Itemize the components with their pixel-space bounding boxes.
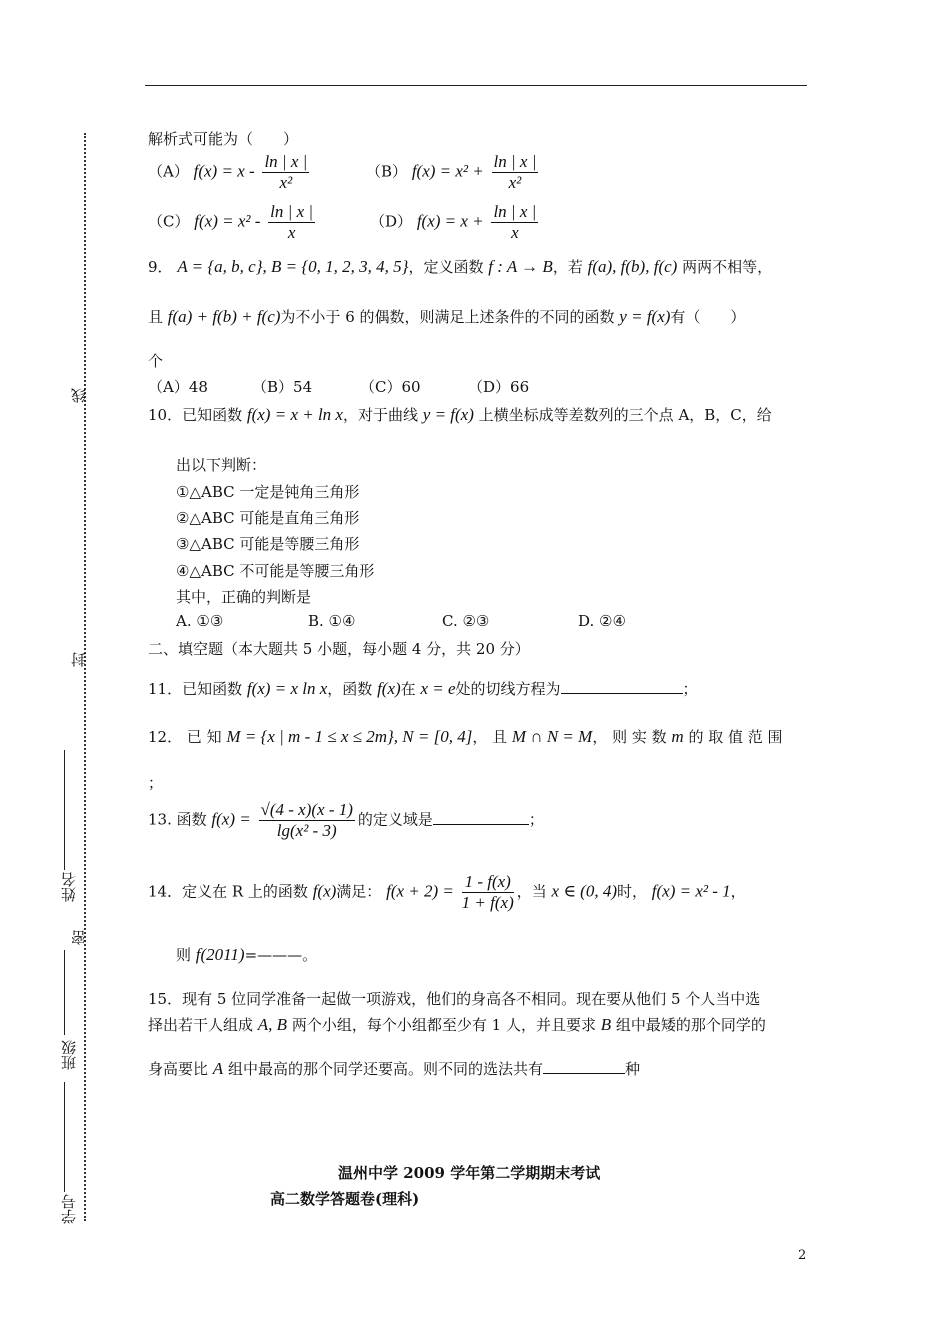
q8-option-b (366, 152, 541, 193)
q11-text: 11．已知函数 (148, 680, 243, 698)
q14-condition: x ∈ (0, 4) (551, 881, 617, 901)
q12-text: 12． 已 知 (148, 728, 222, 746)
q10-line2: 出以下判断： (176, 456, 267, 474)
q9-sum: f(a) + f(b) + f(c) (167, 307, 281, 326)
q9-option-c: （C）60 (360, 378, 421, 396)
q15-text: 组中最高的那个同学还要高。则不同的选法共有 (227, 1060, 543, 1078)
margin-id-blank (64, 1082, 65, 1192)
q11-f: f(x) (377, 679, 401, 698)
q11-answer-blank[interactable] (561, 679, 683, 694)
q11-point: x = e (420, 679, 456, 698)
q13-lhs: f(x) = (211, 809, 251, 829)
q15-answer-blank[interactable] (543, 1059, 625, 1074)
q14-text: ， (730, 882, 746, 901)
q10-text: ，对于曲线 (342, 406, 418, 424)
q11-text: ，函数 (327, 680, 373, 698)
header-rule (145, 85, 807, 86)
frac-num: ln | x | (493, 152, 537, 171)
q15-groups: A, B (257, 1015, 288, 1034)
q9-text: 两两不相等， (682, 258, 773, 276)
q14-lhs: f(x + 2) = (386, 881, 454, 901)
frac-num: ln | x | (493, 202, 537, 221)
margin-xian: 线 (70, 388, 88, 403)
q10-statement-1: ①△ABC 一定是钝角三角形 (176, 483, 360, 501)
q14-f: f(x) (312, 881, 337, 901)
answer-sheet-subtitle: 高二数学答题卷(理科) (270, 1190, 420, 1208)
q9-map: f : A → B (488, 257, 553, 276)
q8-option-a (148, 152, 312, 193)
frac-den: lg(x² - 3) (276, 821, 337, 840)
q9-option-b: （B）54 (252, 378, 313, 396)
q12-sets: M = {x | m - 1 ≤ x ≤ 2m}, N = [0, 4] (226, 727, 473, 746)
frac-den: 1 + f(x) (461, 893, 514, 912)
q14-text: 满足： (336, 882, 382, 901)
q9-option-a: （A）48 (148, 378, 208, 396)
q12-text: ， 则 实 数 (592, 728, 667, 746)
option-fraction (262, 152, 309, 193)
q8-continuation: 解析式可能为（ ） (148, 130, 299, 148)
q15-line2 (148, 1014, 766, 1035)
q11-text: 在 (400, 680, 416, 698)
frac-den: x² (279, 173, 293, 192)
margin-mi: 密 (70, 930, 88, 945)
q12-relation: M ∩ N = M (511, 727, 593, 746)
q12 (148, 726, 783, 747)
frac-num: 1 - f(x) (462, 872, 514, 893)
frac-num: √(4 - x)(x - 1) (260, 800, 353, 819)
q14-fraction (462, 872, 514, 913)
margin-ban-ji: 班级 (60, 1040, 78, 1070)
q15-a: A (212, 1059, 224, 1078)
option-lhs: f(x) = x - (193, 161, 255, 181)
margin-xue-hao: 学号 (60, 1194, 78, 1224)
q15-line1: 15．现有 5 位同学准备一起做一项游戏，他们的身高各不相同。现在要从他们 5 个人当中选 (148, 990, 761, 1008)
q12-m: m (671, 727, 684, 746)
q10-statement-2: ②△ABC 可能是直角三角形 (176, 509, 360, 527)
q13-fraction (259, 800, 355, 841)
frac-num: ln | x | (270, 202, 314, 221)
q14-line1 (148, 872, 746, 913)
frac-den: x (511, 223, 519, 242)
q9-text: 有（ ） (670, 308, 746, 326)
q10-text: 上横坐标成等差数列的三个点 A，B，C，给 (478, 406, 772, 424)
option-fraction (268, 202, 315, 243)
answer-sheet-title: 温州中学 2009 学年第二学期期末考试 (338, 1164, 601, 1182)
q10-option-a: A. ①③ (176, 612, 224, 630)
section-heading: 二、填空题（本大题共 5 小题，每小题 4 分，共 20 分） (148, 640, 530, 658)
q14-answer: =———。 (244, 946, 318, 964)
q12-text: ， 且 (472, 728, 508, 746)
q9-option-d: （D）66 (468, 378, 530, 396)
q13-text: 的定义域是 (357, 810, 433, 829)
margin-feng: 封 (70, 652, 88, 667)
frac-num: ln | x | (264, 152, 308, 171)
option-label: （A） (148, 162, 189, 181)
binding-dotted-line (84, 133, 86, 1221)
q9-function: y = f(x) (619, 307, 671, 326)
option-fraction (491, 202, 538, 243)
q12-end: ； (148, 774, 164, 792)
option-fraction (492, 152, 539, 193)
q15-text: 种 (624, 1060, 640, 1078)
q14-text: 时， (616, 882, 647, 901)
q10-option-b: B. ①④ (308, 612, 356, 630)
q9-line2 (148, 306, 745, 327)
q10-option-d: D. ②④ (578, 612, 626, 630)
q14-text: 则 (176, 946, 192, 964)
q9-text: ，定义函数 (408, 258, 484, 276)
option-lhs: f(x) = x² + (411, 161, 484, 181)
q14-definition: f(x) = x² - 1 (651, 881, 731, 901)
q10-statement-3: ③△ABC 可能是等腰三角形 (176, 535, 360, 553)
q14-text: 14．定义在 R 上的函数 (148, 882, 308, 901)
q10-text: 10．已知函数 (148, 406, 243, 424)
q8-option-d (370, 202, 541, 243)
q10-function: f(x) = x + ln x (246, 405, 343, 424)
margin-xing-ming: 姓名 (60, 872, 78, 902)
q11-function: f(x) = x ln x (246, 679, 328, 698)
q9-text: 为不小于 6 的偶数，则满足上述条件的不同的函数 (280, 308, 615, 326)
q13-text: 13. 函数 (148, 810, 207, 829)
q9-number: 9． (148, 258, 173, 276)
q14-text: ，当 (516, 882, 547, 901)
q10-prompt: 其中，正确的判断是 (176, 588, 312, 606)
q9-sets: A = {a, b, c}, B = {0, 1, 2, 3, 4, 5} (177, 257, 409, 276)
page-number: 2 (798, 1248, 807, 1263)
q9-text: ，若 (552, 258, 583, 276)
q14-line2 (176, 944, 317, 965)
q10-line1 (148, 404, 772, 425)
q10-curve: y = f(x) (422, 405, 474, 424)
option-label: （C） (148, 212, 190, 231)
q13 (148, 800, 544, 841)
q9-text: 且 (148, 308, 164, 326)
q11 (148, 678, 698, 699)
q9-line1 (148, 256, 772, 277)
q10-statement-4: ④△ABC 不可能是等腰三角形 (176, 562, 375, 580)
q15-text: 两个小组，每个小组都至少有 1 人，并且要求 (291, 1016, 596, 1034)
option-label: （D） (370, 212, 413, 231)
option-lhs: f(x) = x² - (194, 211, 261, 231)
q13-answer-blank[interactable] (433, 810, 529, 825)
q9-line3: 个 (148, 352, 164, 370)
q11-text: 处的切线方程为 (455, 680, 561, 698)
option-lhs: f(x) = x + (416, 211, 484, 231)
q12-text: 的 取 值 范 围 (688, 728, 783, 746)
q15-text: 择出若干人组成 (148, 1016, 254, 1034)
q15-b: B (600, 1015, 612, 1034)
q15-text: 组中最矮的那个同学的 (615, 1016, 766, 1034)
frac-den: x (287, 223, 296, 242)
q13-end: ； (528, 810, 544, 829)
q15-text: 身高要比 (148, 1060, 209, 1078)
margin-name-blank (64, 750, 65, 870)
q11-end: ； (682, 680, 698, 698)
margin-class-blank (64, 950, 65, 1035)
q14-value: f(2011) (195, 945, 245, 964)
option-label: （B） (366, 162, 408, 181)
q15-line3 (148, 1058, 640, 1079)
q10-option-c: C. ②③ (442, 612, 490, 630)
q8-option-c (148, 202, 318, 243)
q9-values: f(a), f(b), f(c) (587, 257, 678, 276)
frac-den: x² (508, 173, 522, 192)
